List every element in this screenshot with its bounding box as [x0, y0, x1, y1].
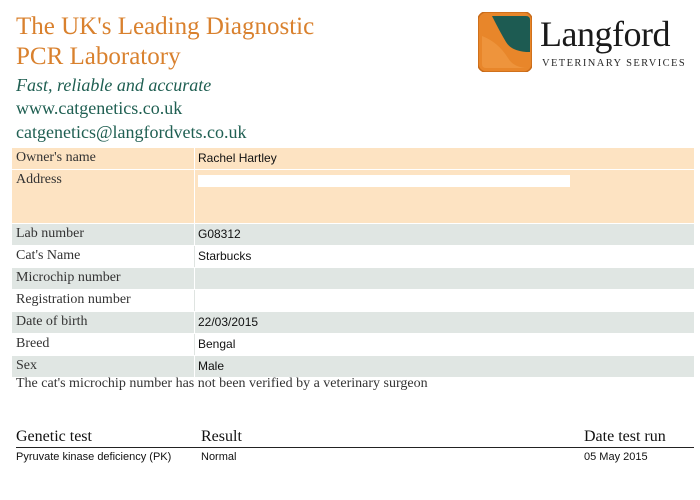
detail-row-registration	[12, 290, 694, 312]
detail-row-owner	[12, 148, 694, 170]
detail-value: Male	[198, 359, 225, 373]
address-redacted-bar	[198, 175, 570, 187]
detail-row-microchip	[12, 268, 694, 290]
microchip-note: The cat's microchip number has not been verified by a veterinary surgeon	[16, 376, 428, 391]
website-link[interactable]: www.catgenetics.co.uk	[16, 98, 183, 118]
detail-label: Address	[12, 170, 195, 223]
cat-details-table	[12, 148, 694, 378]
results-table	[16, 428, 694, 468]
header-result: Result	[201, 428, 242, 445]
langford-logo-icon	[478, 12, 532, 72]
results-header-row	[16, 428, 694, 448]
detail-label: Lab number	[12, 224, 195, 245]
result-date: 05 May 2015	[584, 451, 648, 463]
detail-label: Date of birth	[12, 312, 195, 333]
detail-row-lab-number	[12, 224, 694, 246]
detail-row-address	[12, 170, 694, 224]
detail-row-cat-name	[12, 246, 694, 268]
detail-row-dob	[12, 312, 694, 334]
header-date-test-run: Date test run	[584, 428, 666, 445]
detail-label: Sex	[12, 356, 195, 377]
detail-row-sex	[12, 356, 694, 378]
email-link[interactable]: catgenetics@langfordvets.co.uk	[16, 122, 247, 142]
logo-wordmark: Langford	[540, 14, 670, 54]
header-genetic-test: Genetic test	[16, 428, 92, 445]
logo-subtitle: VETERINARY SERVICES	[542, 58, 687, 69]
title-line-1: The UK's Leading Diagnostic	[16, 13, 315, 40]
detail-value: 22/03/2015	[198, 315, 259, 329]
detail-label: Microchip number	[12, 268, 195, 289]
result-value: Normal	[201, 451, 237, 463]
detail-label: Breed	[12, 334, 195, 355]
detail-label: Owner's name	[12, 148, 195, 169]
detail-value: Starbucks	[198, 249, 252, 263]
detail-value: Rachel Hartley	[198, 151, 277, 165]
detail-label: Cat's Name	[12, 246, 195, 267]
tagline: Fast, reliable and accurate	[16, 75, 212, 95]
detail-value	[195, 290, 694, 311]
detail-value	[195, 268, 694, 289]
detail-value: Bengal	[198, 337, 236, 351]
detail-value: G08312	[198, 227, 241, 241]
detail-label: Registration number	[12, 290, 195, 311]
result-test-name: Pyruvate kinase deficiency (PK)	[16, 451, 172, 463]
langford-logo	[476, 10, 690, 76]
title-line-2: PCR Laboratory	[16, 43, 181, 70]
detail-value-address	[195, 170, 694, 223]
letterhead	[16, 12, 314, 144]
table-row	[16, 448, 694, 468]
detail-row-breed	[12, 334, 694, 356]
